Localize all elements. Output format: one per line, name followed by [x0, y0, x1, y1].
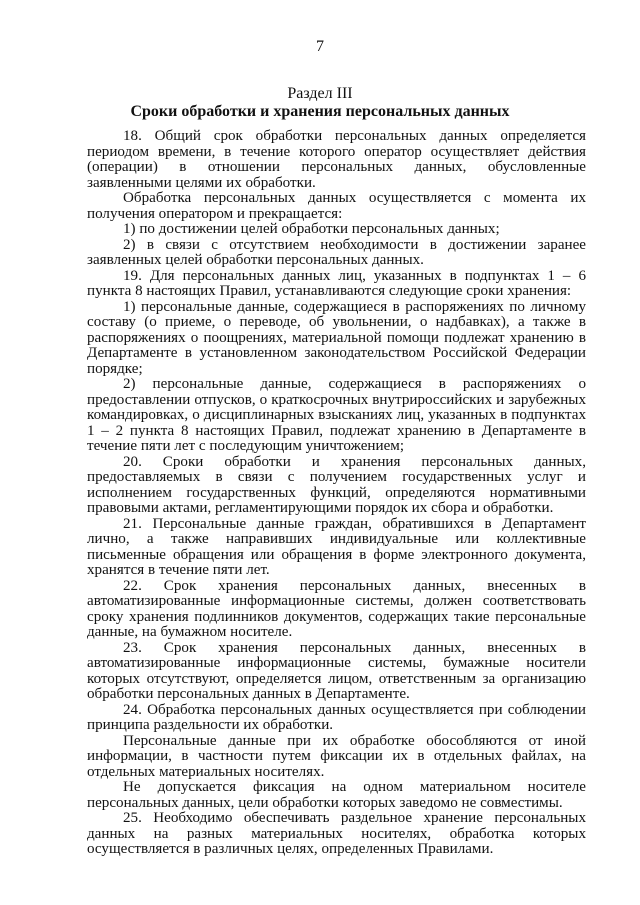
page-number: 7: [316, 38, 324, 55]
list-item-19-2: 2) персональные данные, содержащиеся в распоряжениях о предоставлении отпусков, о краткосрочных внутрироссийских и зарубежных командировках, о дисциплинарных взысканиях лиц, указанных в подпунктах 1 – 2 пункта 8 настоящих Правил, подлежат хранению в Департаменте в течение пяти лет с последующим уничтожением;: [87, 376, 586, 454]
paragraph-19: 19. Для персональных данных лиц, указанных в подпунктах 1 – 6 пункта 8 настоящих Правил, устанавливаются следующие сроки хранения:: [87, 267, 586, 299]
paragraph-isolation: Персональные данные при их обработке обособляются от иной информации, в частности путем фиксации их в отдельных файлах, на отдельных материальных носителях.: [87, 732, 586, 780]
paragraph-processing-start: Обработка персональных данных осуществляется с момента их получения оператором и прекращается:: [87, 190, 586, 222]
paragraph-22: 22. Срок хранения персональных данных, внесенных в автоматизированные информационные системы, должен соответствовать сроку хранения подлинников документов, содержащих такие персональные данные, на бумажном носителе.: [87, 577, 586, 640]
paragraph-20: 20. Сроки обработки и хранения персональных данных, предоставляемых в связи с получением государственных услуг и исполнением государственных функций, определяются нормативными правовыми актами, регламентирующими порядок их сбора и обработки.: [87, 453, 586, 516]
paragraph-23: 23. Срок хранения персональных данных, внесенных в автоматизированные информационные системы, бумажные носители которых отсутствуют, определяется лицом, ответственным за организацию обработки персональных данных в Департаменте.: [87, 639, 586, 702]
paragraph-25: 25. Необходимо обеспечивать раздельное хранение персональных данных на разных материальных носителях, обработка которых осуществляется в различных целях, определенных Правилами.: [87, 810, 586, 857]
list-item-2: 2) в связи с отсутствием необходимости в достижении заранее заявленных целей обработки персональных данных.: [87, 236, 586, 268]
list-item-19-1: 1) персональные данные, содержащиеся в распоряжениях по личному составу (о приеме, о переводе, об увольнении, о надбавках), а также в распоряжениях о поощрениях, материальной помощи подлежат хранению в Департаменте в установленном законодательством Российской Федерации порядке;: [87, 298, 586, 377]
section-label: Раздел III: [287, 85, 353, 102]
body-text: [87, 129, 586, 858]
paragraph-21: 21. Персональные данные граждан, обратившихся в Департамент лично, а также направивших индивидуальные или коллективные письменные обращения или обращения в форме электронного документа, хранятся в течение пяти лет.: [87, 515, 586, 578]
paragraph-18: 18. Общий срок обработки персональных данных определяется периодом времени, в течение которого оператор осуществляет действия (операции) в отношении персональных данных, обусловленные заявленными целями их обработки.: [87, 128, 586, 191]
section-title: Сроки обработки и хранения персональных данных: [130, 103, 510, 120]
paragraph-incompatible: Не допускается фиксация на одном материальном носителе персональных данных, цели обработки которых заведомо не совместимы.: [87, 779, 586, 811]
list-item-1: 1) по достижении целей обработки персональных данных;: [123, 221, 500, 237]
paragraph-24: 24. Обработка персональных данных осуществляется при соблюдении принципа раздельности их обработки.: [87, 701, 586, 733]
